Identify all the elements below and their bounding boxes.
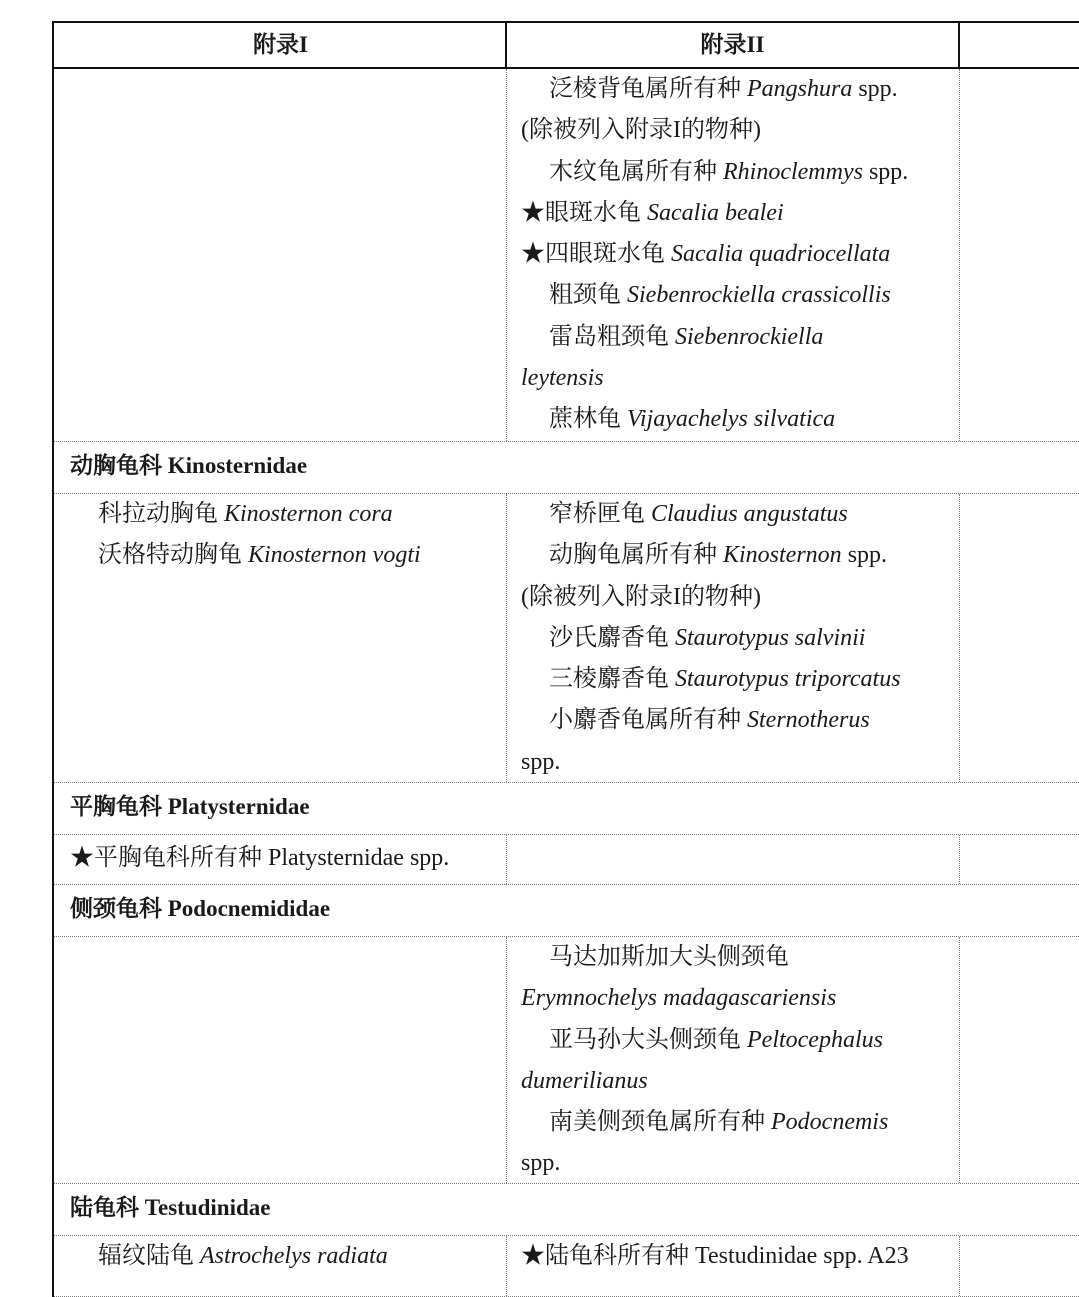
species-latin-name: Vijayachelys silvatica <box>627 406 836 433</box>
family-row <box>54 783 1079 835</box>
species-latin-name: Pangshura <box>747 76 853 102</box>
species-latin-name: Claudius angustatus <box>651 501 848 527</box>
species-row <box>54 1236 1079 1297</box>
species-entry <box>70 835 492 881</box>
species-entry <box>70 535 492 576</box>
appendix-3-cell <box>960 494 1079 782</box>
species-chinese-name: 沙氏麝香龟 <box>549 624 675 651</box>
species-entry <box>521 937 945 978</box>
species-entry-continued: (除被列入附录I的物种) <box>521 583 761 610</box>
species-suffix: spp. <box>862 158 909 185</box>
species-latin-name: Rhinoclemmys <box>723 158 863 185</box>
species-chinese-name: 小麝香龟属所有种 <box>549 707 747 734</box>
species-entry-continued <box>521 358 945 399</box>
family-row <box>54 1184 1079 1236</box>
species-entry <box>521 618 945 659</box>
family-name: 陆龟科 Testudinidae <box>70 1195 271 1220</box>
species-suffix: spp. <box>841 542 888 569</box>
species-entry <box>521 659 945 700</box>
species-latin-name: Kinosternon cora <box>224 501 393 527</box>
species-latin-name: Staurotypus triporcatus <box>675 666 901 693</box>
appendix-table <box>52 21 1079 1297</box>
species-row <box>54 835 1079 885</box>
species-chinese-name: 泛棱背龟属所有种 <box>549 76 747 102</box>
species-latin-name: Siebenrockiella crassicollis <box>627 282 891 309</box>
species-latin-name: Erymnochelys madagascariensis <box>521 985 837 1012</box>
species-entry <box>521 69 945 110</box>
species-latin-name: leytensis <box>521 365 604 392</box>
family-name: 动胸龟科 Kinosternidae <box>70 453 308 478</box>
appendix-1-cell <box>54 494 507 782</box>
species-chinese-name: 沃格特动胸龟 <box>98 542 248 569</box>
species-entry <box>70 494 492 535</box>
species-latin-name: Siebenrockiella <box>675 323 824 350</box>
appendix-2-cell <box>507 835 960 884</box>
species-chinese-name: 亚马孙大头侧颈龟 <box>549 1026 747 1053</box>
header-appendix-2: 附录II <box>507 23 960 67</box>
species-entry <box>521 234 945 275</box>
species-entry-continued: spp. <box>521 748 561 775</box>
appendix-1-cell <box>54 69 507 441</box>
species-latin-name: Astrochelys radiata <box>200 1243 388 1269</box>
species-entry-continued <box>521 1061 945 1102</box>
species-entry <box>521 399 945 440</box>
species-chinese-name: 窄桥匣龟 <box>549 501 651 527</box>
family-name: 侧颈龟科 Podocnemididae <box>70 896 331 921</box>
species-entry <box>70 1236 492 1277</box>
species-chinese-name: 粗颈龟 <box>549 282 627 309</box>
species-entry <box>521 1020 945 1061</box>
table-header <box>54 23 1079 69</box>
species-chinese-name: 马达加斯加大头侧颈龟 <box>549 944 789 970</box>
species-entry <box>521 1236 945 1277</box>
species-chinese-name: 三棱麝香龟 <box>549 666 675 693</box>
appendix-2-cell <box>507 1236 960 1296</box>
species-entry <box>521 1102 945 1143</box>
species-entry-continued: spp. <box>521 1150 561 1177</box>
species-chinese-name: 辐纹陆龟 <box>98 1243 200 1269</box>
family-name: 平胸龟科 Platysternidae <box>70 794 310 819</box>
appendix-3-cell <box>960 69 1079 441</box>
species-latin-name: Sacalia bealei <box>647 199 784 226</box>
species-chinese-name: ★眼斑水龟 <box>521 199 647 226</box>
header-appendix-1: 附录I <box>54 23 507 67</box>
appendix-2-cell <box>507 69 960 441</box>
species-entry <box>521 152 945 193</box>
family-row <box>54 885 1079 937</box>
species-row <box>54 494 1079 783</box>
appendix-1-cell <box>54 937 507 1183</box>
appendix-3-cell <box>960 937 1079 1183</box>
appendix-2-cell <box>507 494 960 782</box>
species-latin-name: Sacalia quadriocellata <box>671 241 891 268</box>
species-chinese-name: ★四眼斑水龟 <box>521 241 671 268</box>
species-entry-continued <box>521 978 945 1019</box>
species-latin-name: Staurotypus salvinii <box>675 624 866 651</box>
species-chinese-name: ★平胸龟科所有种 Platysternidae spp. <box>70 845 450 871</box>
species-chinese-name: 动胸龟属所有种 <box>549 542 723 569</box>
family-row <box>54 442 1079 494</box>
species-row <box>54 937 1079 1184</box>
species-entry <box>521 317 945 358</box>
species-entry <box>521 275 945 316</box>
species-entry-continued: (除被列入附录I的物种) <box>521 117 761 144</box>
appendix-3-cell <box>960 835 1079 884</box>
header-appendix-3 <box>960 23 1079 67</box>
species-suffix: spp. <box>852 76 898 102</box>
species-latin-name: Peltocephalus <box>747 1026 883 1053</box>
species-chinese-name: ★陆龟科所有种 Testudinidae spp. A23 <box>521 1243 909 1269</box>
species-entry <box>521 494 945 535</box>
species-chinese-name: 科拉动胸龟 <box>98 501 224 527</box>
species-latin-name: dumerilianus <box>521 1067 648 1094</box>
species-entry <box>521 535 945 576</box>
species-chinese-name: 南美侧颈龟属所有种 <box>549 1109 771 1136</box>
appendix-3-cell <box>960 1236 1079 1296</box>
species-chinese-name: 蔗林龟 <box>549 406 627 433</box>
species-entry <box>521 193 945 234</box>
appendix-1-cell <box>54 835 507 884</box>
species-chinese-name: 雷岛粗颈龟 <box>549 323 675 350</box>
species-latin-name: Podocnemis <box>771 1109 889 1136</box>
appendix-1-cell <box>54 1236 507 1296</box>
species-entry <box>521 700 945 741</box>
species-latin-name: Kinosternon <box>723 542 842 569</box>
species-row <box>54 69 1079 442</box>
species-chinese-name: 木纹龟属所有种 <box>549 158 723 185</box>
species-latin-name: Sternotherus <box>747 707 870 734</box>
species-latin-name: Kinosternon vogti <box>248 542 421 569</box>
appendix-2-cell <box>507 937 960 1183</box>
